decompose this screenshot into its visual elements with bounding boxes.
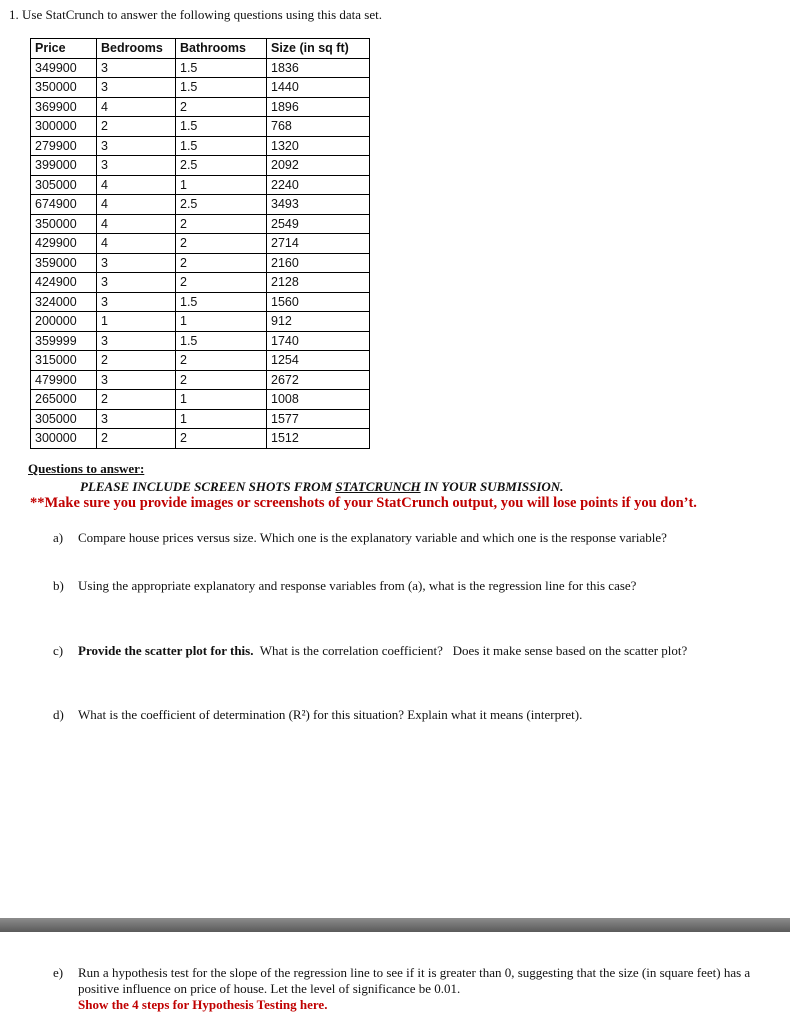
cell-bedrooms: 3 [97, 253, 176, 273]
cell-size: 3493 [267, 195, 370, 215]
note-statcrunch: STATCRUNCH [335, 479, 421, 494]
cell-bedrooms: 3 [97, 292, 176, 312]
cell-price: 279900 [31, 136, 97, 156]
cell-price: 350000 [31, 214, 97, 234]
table-row [31, 312, 370, 332]
cell-bathrooms: 2.5 [176, 195, 267, 215]
cell-bathrooms: 1.5 [176, 292, 267, 312]
question-d-text: What is the coefficient of determination (R²) for this situation? Explain what it means (interpret). [78, 707, 583, 722]
column-header-price: Price [31, 39, 97, 59]
cell-size: 1254 [267, 351, 370, 371]
table-row [31, 273, 370, 293]
note-before: PLEASE INCLUDE SCREEN SHOTS FROM [80, 479, 336, 494]
cell-bedrooms: 3 [97, 409, 176, 429]
cell-bathrooms: 1 [176, 409, 267, 429]
table-header-row [31, 39, 370, 59]
cell-price: 200000 [31, 312, 97, 332]
cell-price: 300000 [31, 429, 97, 449]
cell-size: 912 [267, 312, 370, 332]
cell-bedrooms: 3 [97, 78, 176, 98]
cell-bedrooms: 1 [97, 312, 176, 332]
cell-size: 2549 [267, 214, 370, 234]
cell-bedrooms: 4 [97, 195, 176, 215]
cell-bedrooms: 3 [97, 370, 176, 390]
screenshot-instruction [80, 479, 563, 495]
cell-bathrooms: 2 [176, 273, 267, 293]
cell-price: 369900 [31, 97, 97, 117]
question-c-label: c) [53, 643, 64, 658]
cell-bathrooms: 2 [176, 351, 267, 371]
cell-price: 315000 [31, 351, 97, 371]
cell-size: 2714 [267, 234, 370, 254]
question-b-label: b) [53, 578, 64, 593]
question-e [53, 965, 753, 1013]
cell-size: 1008 [267, 390, 370, 410]
table-row [31, 390, 370, 410]
cell-bathrooms: 1.5 [176, 117, 267, 137]
cell-bathrooms: 1.5 [176, 331, 267, 351]
note-after: IN YOUR SUBMISSION. [420, 479, 564, 494]
column-header-bathrooms: Bathrooms [176, 39, 267, 59]
cell-size: 1440 [267, 78, 370, 98]
question-c [53, 643, 753, 659]
cell-price: 305000 [31, 175, 97, 195]
table-row [31, 351, 370, 371]
table-row [31, 429, 370, 449]
table-row [31, 370, 370, 390]
cell-bathrooms: 2 [176, 253, 267, 273]
cell-bedrooms: 3 [97, 156, 176, 176]
question-e-text: Run a hypothesis test for the slope of the regression line to see if it is greater than 0, suggesting that the size (in square feet) has a positive influence on price of house. Let the level of significance be 0.01. [78, 965, 751, 996]
cell-size: 2092 [267, 156, 370, 176]
cell-bedrooms: 4 [97, 175, 176, 195]
cell-price: 674900 [31, 195, 97, 215]
cell-bathrooms: 1 [176, 175, 267, 195]
cell-size: 1560 [267, 292, 370, 312]
cell-price: 479900 [31, 370, 97, 390]
question-c-bold: Provide the scatter plot for this. [78, 643, 254, 658]
cell-size: 1577 [267, 409, 370, 429]
cell-bathrooms: 2 [176, 234, 267, 254]
cell-size: 768 [267, 117, 370, 137]
cell-bedrooms: 3 [97, 273, 176, 293]
cell-bathrooms: 1 [176, 312, 267, 332]
table-row [31, 214, 370, 234]
cell-bedrooms: 4 [97, 214, 176, 234]
table-row [31, 97, 370, 117]
cell-price: 359000 [31, 253, 97, 273]
cell-bathrooms: 2 [176, 429, 267, 449]
cell-price: 324000 [31, 292, 97, 312]
cell-bedrooms: 4 [97, 97, 176, 117]
table-row [31, 292, 370, 312]
cell-bedrooms: 3 [97, 136, 176, 156]
column-header-size: Size (in sq ft) [267, 39, 370, 59]
table-row [31, 331, 370, 351]
table-row [31, 253, 370, 273]
question-b-text: Using the appropriate explanatory and response variables from (a), what is the regression line for this case? [78, 578, 637, 593]
cell-bedrooms: 2 [97, 117, 176, 137]
question-a-label: a) [53, 530, 64, 545]
cell-bathrooms: 1.5 [176, 58, 267, 78]
cell-bathrooms: 1 [176, 390, 267, 410]
column-header-bedrooms: Bedrooms [97, 39, 176, 59]
cell-size: 1740 [267, 331, 370, 351]
cell-price: 399000 [31, 156, 97, 176]
cell-price: 424900 [31, 273, 97, 293]
cell-bathrooms: 1.5 [176, 78, 267, 98]
cell-price: 349900 [31, 58, 97, 78]
table-row [31, 58, 370, 78]
table-row [31, 117, 370, 137]
question-b [53, 578, 753, 594]
cell-bathrooms: 2.5 [176, 156, 267, 176]
question-a [53, 530, 753, 546]
question-e-hypothesis-steps: Show the 4 steps for Hypothesis Testing here. [78, 997, 328, 1012]
questions-heading: Questions to answer: [28, 461, 145, 476]
question-a-text: Compare house prices versus size. Which one is the explanatory variable and which one is the response variable? [78, 530, 667, 545]
cell-size: 1512 [267, 429, 370, 449]
cell-bedrooms: 3 [97, 331, 176, 351]
cell-bedrooms: 3 [97, 58, 176, 78]
cell-bedrooms: 2 [97, 429, 176, 449]
warning-text: **Make sure you provide images or screenshots of your StatCrunch output, you will lose points if you don’t. [30, 495, 697, 511]
cell-size: 2672 [267, 370, 370, 390]
cell-bedrooms: 2 [97, 351, 176, 371]
cell-size: 2240 [267, 175, 370, 195]
table-row [31, 234, 370, 254]
cell-price: 265000 [31, 390, 97, 410]
cell-bathrooms: 2 [176, 214, 267, 234]
housing-data-table [30, 38, 370, 449]
cell-price: 359999 [31, 331, 97, 351]
question-d-label: d) [53, 707, 64, 722]
table-row [31, 409, 370, 429]
question-e-label: e) [53, 965, 64, 980]
table-row [31, 195, 370, 215]
cell-bathrooms: 1.5 [176, 136, 267, 156]
table-row [31, 175, 370, 195]
question-d [53, 707, 753, 723]
cell-bedrooms: 2 [97, 390, 176, 410]
section-divider [0, 918, 790, 932]
cell-bathrooms: 2 [176, 97, 267, 117]
cell-size: 1836 [267, 58, 370, 78]
cell-size: 1896 [267, 97, 370, 117]
question-1-intro: 1. Use StatCrunch to answer the following questions using this data set. [9, 7, 382, 22]
cell-bathrooms: 2 [176, 370, 267, 390]
cell-size: 1320 [267, 136, 370, 156]
cell-price: 305000 [31, 409, 97, 429]
cell-size: 2128 [267, 273, 370, 293]
cell-bedrooms: 4 [97, 234, 176, 254]
table-row [31, 156, 370, 176]
cell-size: 2160 [267, 253, 370, 273]
table-row [31, 136, 370, 156]
cell-price: 429900 [31, 234, 97, 254]
table-row [31, 78, 370, 98]
cell-price: 300000 [31, 117, 97, 137]
question-c-text: What is the correlation coefficient? Does it make sense based on the scatter plot? [253, 643, 688, 658]
cell-price: 350000 [31, 78, 97, 98]
